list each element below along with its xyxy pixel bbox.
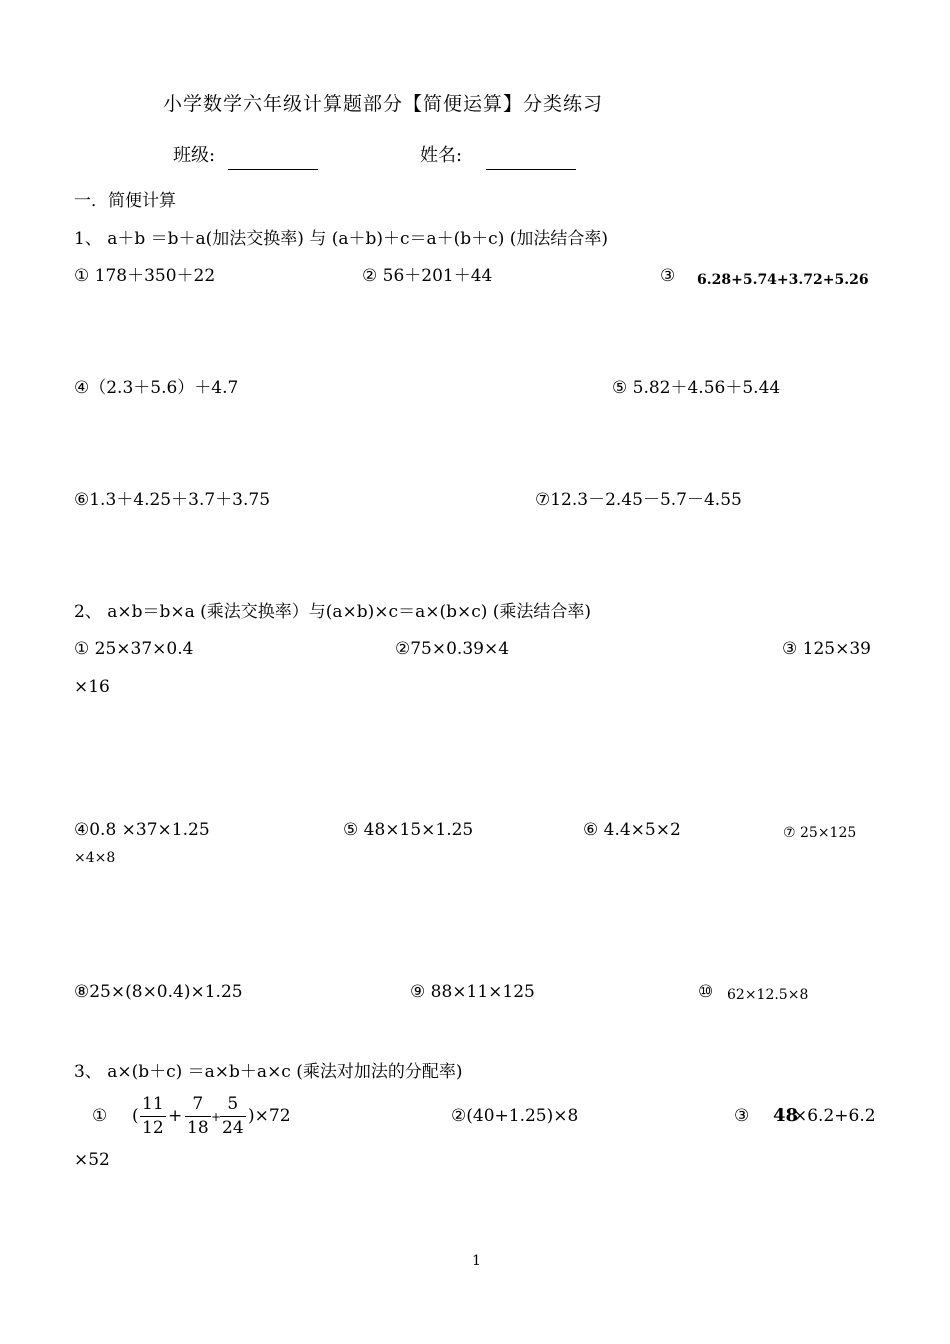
fraction-bar [140,1116,166,1117]
problem-2-6: ⑥ 4.4×5×2 [583,820,681,840]
problem-1-5: ⑤ 5.82＋4.56＋5.44 [612,378,781,398]
fraction-bar [220,1116,246,1117]
fraction-denominator: 18 [187,1118,209,1138]
plus-sign: + [168,1106,183,1126]
problem-2-2: ②75×0.39×4 [395,639,510,659]
fraction-11-12 [140,1096,166,1137]
fraction-7-18 [185,1096,211,1137]
fraction-5-24 [220,1096,246,1137]
problem-2-8: ⑧25×(8×0.4)×1.25 [74,982,243,1002]
problem-3-3-continued: ×52 [74,1150,110,1170]
problem-3-3-mark: ③ [734,1106,750,1126]
problem-2-9: ⑨ 88×11×125 [410,982,535,1002]
fraction-denominator: 12 [142,1118,164,1138]
problem-2-3-continued: ×16 [74,677,110,697]
problem-3-2: ②(40+1.25)×8 [451,1106,579,1126]
page-title: 小学数学六年级计算题部分【简便运算】分类练习 [163,93,604,115]
problem-1-6: ⑥1.3＋4.25＋3.7＋3.75 [74,490,271,510]
problem-3-3-bold: 48 [773,1105,799,1126]
problem-2-7: ⑦ 25×125 [783,825,857,841]
page-number: 1 [472,1253,481,1269]
problem-1-3-mark: ③ [660,266,676,286]
part1-heading: 1、 a＋b ＝b＋a(加法交换率) 与 (a＋b)＋c＝a＋(b＋c) (加法结合率) [74,229,609,249]
plus-sign: + [211,1110,222,1124]
problem-3-1-open-paren: ( [132,1106,139,1126]
name-label: 姓名: [420,145,463,166]
problem-2-10-mark: ⑩ [698,982,714,1002]
problem-2-3: ③ 125×39 [782,639,871,659]
class-blank [228,169,318,170]
problem-2-4: ④0.8 ×37×1.25 [74,820,210,840]
problem-1-7: ⑦12.3－2.45－5.7－4.55 [535,490,742,510]
class-label: 班级: [173,145,216,166]
problem-1-1: ① 178＋350＋22 [74,266,216,286]
problem-3-3: ×6.2+6.2 [793,1106,876,1126]
section-heading: 一．简便计算 [74,191,176,211]
fraction-numerator: 7 [192,1094,204,1114]
fraction-bar [185,1116,211,1117]
problem-1-4: ④（2.3＋5.6）＋4.7 [74,378,239,398]
problem-1-2: ② 56＋201＋44 [362,266,493,286]
problem-2-7-continued: ×4×8 [74,850,116,866]
part2-heading: 2、 a×b＝b×a (乘法交换率）与(a×b)×c＝a×(b×c) (乘法结合率) [74,602,592,622]
problem-2-5: ⑤ 48×15×1.25 [343,820,474,840]
part3-heading: 3、 a×(b＋c) ＝a×b＋a×c (乘法对加法的分配率) [74,1062,463,1082]
problem-2-10: 62×12.5×8 [727,987,809,1003]
fraction-denominator: 24 [222,1118,244,1138]
problem-2-1: ① 25×37×0.4 [74,639,194,659]
problem-3-1-tail: )×72 [248,1106,291,1126]
fraction-numerator: 5 [227,1094,239,1114]
problem-1-3: 6.28+5.74+3.72+5.26 [697,272,869,288]
problem-3-1-mark: ① [92,1106,108,1126]
fraction-numerator: 11 [142,1094,164,1114]
name-blank [486,169,576,170]
